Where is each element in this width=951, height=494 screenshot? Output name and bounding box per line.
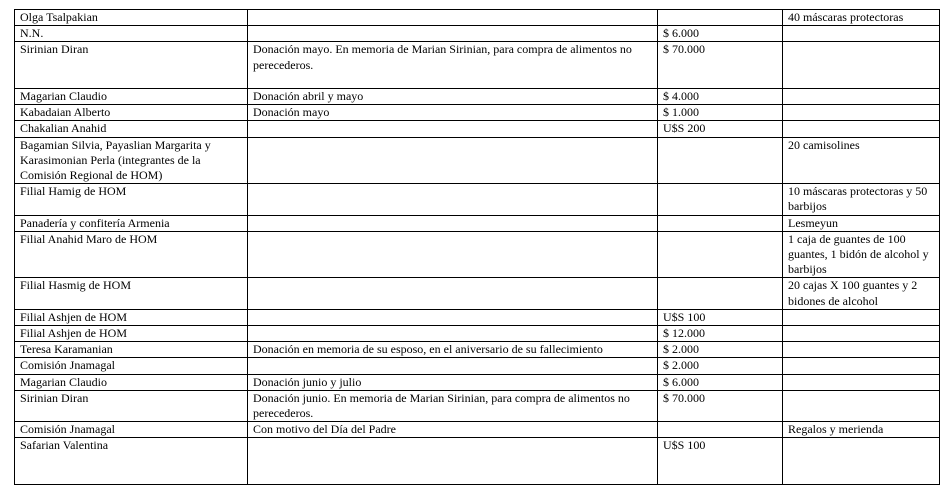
donor-name-cell: Filial Anahid Maro de HOM [15, 231, 248, 278]
amount-cell: $ 12.000 [658, 326, 783, 342]
amount-cell: $ 1.000 [658, 105, 783, 121]
donated-items-cell [783, 326, 940, 342]
donated-items-cell [783, 374, 940, 390]
donation-detail-cell [248, 137, 658, 184]
donor-name-cell: Filial Hasmig de HOM [15, 278, 248, 309]
amount-cell [658, 137, 783, 184]
donations-table [14, 9, 940, 485]
donation-detail-cell [248, 184, 658, 215]
donated-items-cell: 10 máscaras protectoras y 50 barbijos [783, 184, 940, 215]
table-row [15, 309, 940, 325]
table-row [15, 121, 940, 137]
table-row [15, 10, 940, 26]
table-row [15, 326, 940, 342]
donated-items-cell: Regalos y merienda [783, 422, 940, 438]
donation-detail-cell [248, 438, 658, 485]
amount-cell [658, 278, 783, 309]
donation-detail-cell: Donación junio y julio [248, 374, 658, 390]
donation-detail-cell: Con motivo del Día del Padre [248, 422, 658, 438]
donor-name-cell: Filial Ashjen de HOM [15, 326, 248, 342]
donor-name-cell: Magarian Claudio [15, 89, 248, 105]
table-row [15, 42, 940, 89]
table-row [15, 184, 940, 215]
donation-detail-cell [248, 278, 658, 309]
table-body [15, 10, 940, 485]
table-row [15, 390, 940, 421]
donor-name-cell: Bagamian Silvia, Payaslian Margarita y Karasimonian Perla (integrantes de la Comisión Regional de HOM) [15, 137, 248, 184]
donor-name-cell: Olga Tsalpakian [15, 10, 248, 26]
table-row [15, 215, 940, 231]
table-row [15, 278, 940, 309]
donor-name-cell: Sirinian Diran [15, 42, 248, 89]
donation-detail-cell: Donación mayo. En memoria de Marian Sirinian, para compra de alimentos no perecederos. [248, 42, 658, 89]
donated-items-cell [783, 42, 940, 89]
amount-cell: $ 6.000 [658, 26, 783, 42]
donation-detail-cell [248, 358, 658, 374]
donated-items-cell [783, 390, 940, 421]
donor-name-cell: N.N. [15, 26, 248, 42]
amount-cell [658, 231, 783, 278]
amount-cell [658, 215, 783, 231]
donor-name-cell: Chakalian Anahid [15, 121, 248, 137]
donation-detail-cell: Donación abril y mayo [248, 89, 658, 105]
amount-cell: $ 70.000 [658, 42, 783, 89]
donated-items-cell [783, 105, 940, 121]
table-row [15, 438, 940, 485]
amount-cell: $ 70.000 [658, 390, 783, 421]
donation-detail-cell [248, 121, 658, 137]
amount-cell: $ 2.000 [658, 358, 783, 374]
donation-detail-cell: Donación mayo [248, 105, 658, 121]
table-row [15, 26, 940, 42]
donation-detail-cell [248, 215, 658, 231]
table-row [15, 89, 940, 105]
donor-name-cell: Magarian Claudio [15, 374, 248, 390]
amount-cell [658, 422, 783, 438]
donor-name-cell: Comisión Jnamagal [15, 422, 248, 438]
donated-items-cell [783, 438, 940, 485]
amount-cell: $ 2.000 [658, 342, 783, 358]
donor-name-cell: Comisión Jnamagal [15, 358, 248, 374]
amount-cell: $ 4.000 [658, 89, 783, 105]
donor-name-cell: Safarian Valentina [15, 438, 248, 485]
donation-detail-cell: Donación en memoria de su esposo, en el aniversario de su fallecimiento [248, 342, 658, 358]
donated-items-cell [783, 89, 940, 105]
table-row [15, 358, 940, 374]
donated-items-cell: 20 cajas X 100 guantes y 2 bidones de alcohol [783, 278, 940, 309]
amount-cell [658, 184, 783, 215]
amount-cell [658, 10, 783, 26]
donor-name-cell: Filial Hamig de HOM [15, 184, 248, 215]
donor-name-cell: Panadería y confitería Armenia [15, 215, 248, 231]
donation-detail-cell [248, 231, 658, 278]
table-row [15, 374, 940, 390]
donor-name-cell: Filial Ashjen de HOM [15, 309, 248, 325]
amount-cell: U$S 200 [658, 121, 783, 137]
table-row [15, 231, 940, 278]
amount-cell: U$S 100 [658, 438, 783, 485]
donated-items-cell [783, 358, 940, 374]
donor-name-cell: Teresa Karamanian [15, 342, 248, 358]
donated-items-cell: Lesmeyun [783, 215, 940, 231]
donation-detail-cell: Donación junio. En memoria de Marian Sirinian, para compra de alimentos no perecederos. [248, 390, 658, 421]
donated-items-cell: 20 camisolines [783, 137, 940, 184]
donated-items-cell [783, 309, 940, 325]
donation-detail-cell [248, 10, 658, 26]
table-row [15, 422, 940, 438]
table-row [15, 137, 940, 184]
donation-detail-cell [248, 26, 658, 42]
donated-items-cell [783, 26, 940, 42]
donated-items-cell: 40 máscaras protectoras [783, 10, 940, 26]
donor-name-cell: Sirinian Diran [15, 390, 248, 421]
donated-items-cell [783, 121, 940, 137]
donation-detail-cell [248, 309, 658, 325]
amount-cell: U$S 100 [658, 309, 783, 325]
donated-items-cell [783, 342, 940, 358]
table-row [15, 105, 940, 121]
amount-cell: $ 6.000 [658, 374, 783, 390]
donation-detail-cell [248, 326, 658, 342]
donated-items-cell: 1 caja de guantes de 100 guantes, 1 bidón de alcohol y barbijos [783, 231, 940, 278]
table-row [15, 342, 940, 358]
donor-name-cell: Kabadaian Alberto [15, 105, 248, 121]
